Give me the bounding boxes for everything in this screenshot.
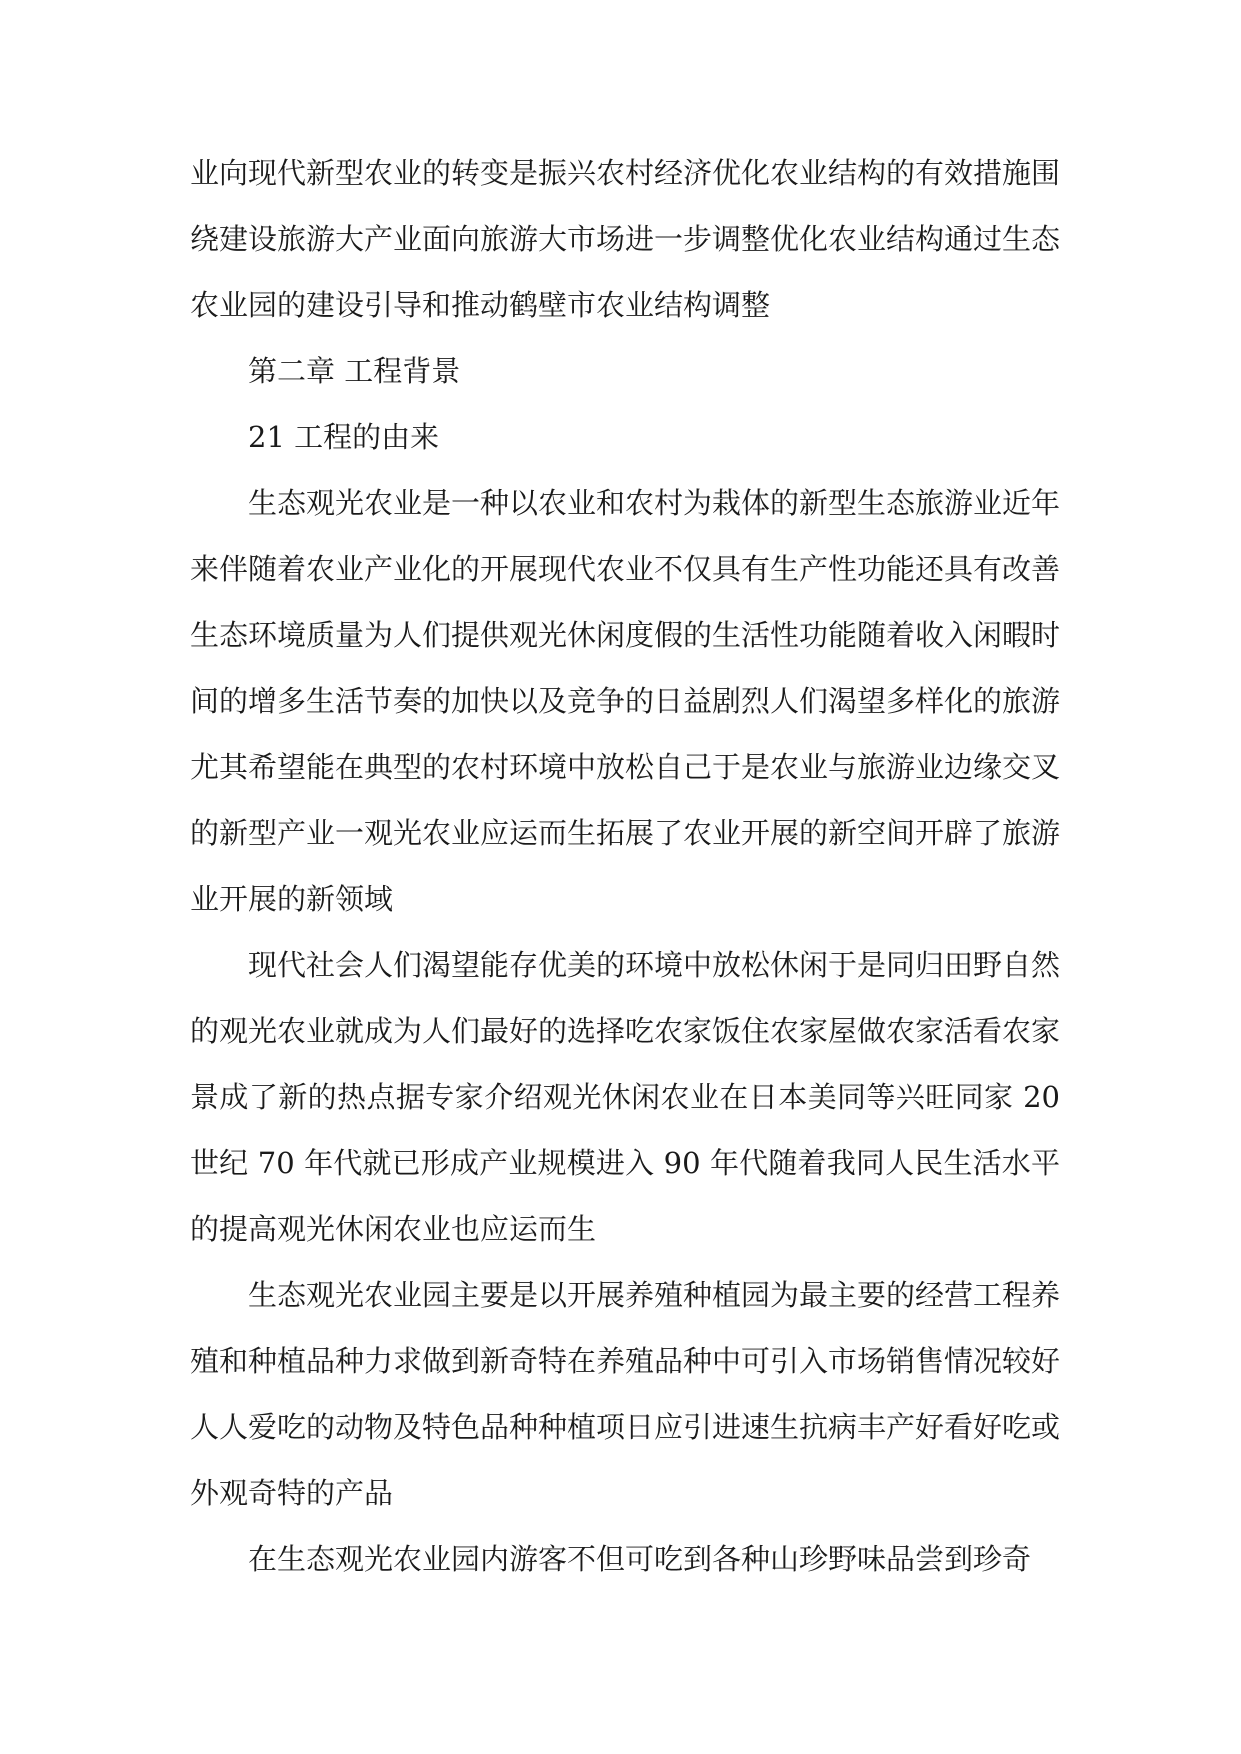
section-heading: 21 工程的由来 [248,420,440,454]
paragraph-intro-continuation: 业向现代新型农业的转变是振兴农村经济优化农业结构的有效措施围绕建设旅游大产业面向旅游大市场进一步调整优化农业结构通过生态农业园的建设引导和推动鹤壁市农业结构调整 [190,156,1061,322]
paragraph-visitors: 在生态观光农业园内游客不但可吃到各种山珍野味品尝到珍奇 [248,1542,1032,1576]
paragraph-eco-agriculture: 生态观光农业是一种以农业和农村为栽体的新型生态旅游业近年来伴随着农业产业化的开展现代农业不仅具有生产性功能还具有改善生态环境质量为人们提供观光休闲度假的生活性功能随着收入闲暇时间的增多生活节奏的加快以及竞争的日益剧烈人们渴望多样化的旅游尤其希望能在典型的农村环境中放松自己于是农业与旅游业边缘交叉的新型产业一观光农业应运而生拓展了农业开展的新空间开辟了旅游业开展的新领域 [190,486,1061,916]
document-body [190,140,1060,1592]
paragraph-modern-society: 现代社会人们渴望能存优美的环境中放松休闲于是同归田野自然的观光农业就成为人们最好的选择吃农家饭住农家屋做农家活看农家景成了新的热点据专家介绍观光休闲农业在日本美同等兴旺同家 20 世纪 70 年代就已形成产业规模进入 90 年代随着我同人民生活水平的提高观光休闲农业也应运而生 [190,948,1061,1246]
paragraph-park-operations: 生态观光农业园主要是以开展养殖种植园为最主要的经营工程养殖和种植品种力求做到新奇特在养殖品种中可引入市场销售情况较好人人爱吃的动物及特色品种种植项日应引进速生抗病丰产好看好吃或外观奇特的产品 [190,1278,1061,1510]
chapter-heading: 第二章 工程背景 [248,354,461,388]
